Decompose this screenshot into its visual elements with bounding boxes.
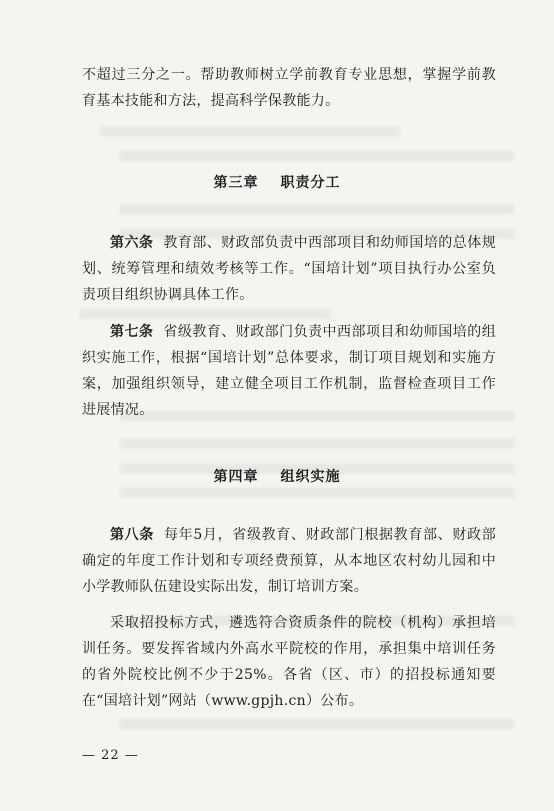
article-8-second-paragraph: 采取招投标方式，遴选符合资质条件的院校（机构）承担培训任务。要发挥省域内外高水平院校的作用，承担集中培训任务的省外院校比例不少于25%。各省（区、市）的招投标通知要在“国培计划”网站（www.gpjh.cn）公布。: [82, 615, 496, 709]
chapter-3-number: 第三章: [213, 175, 259, 191]
chapter-4-heading: [0, 466, 554, 486]
bleed-through-mark: [100, 126, 400, 136]
bleed-through-mark: [120, 488, 514, 498]
bleed-through-mark: [120, 719, 514, 729]
chapter-3-title: 职责分工: [280, 175, 341, 191]
chapter-3-heading: [0, 172, 554, 192]
article-7-number: 第七条: [110, 324, 154, 340]
article-6-text: 教育部、财政部负责中西部项目和幼师国培的总体规划、统筹管理和绩效考核等工作。“国培计划”项目执行办公室负责项目组织协调具体工作。: [82, 235, 496, 303]
bleed-through-mark: [120, 204, 514, 214]
article-6-paragraph: [82, 230, 496, 308]
page-number: — 22 —: [82, 748, 139, 763]
article-8-paragraph: [82, 522, 496, 600]
bleed-through-mark: [80, 309, 330, 319]
bleed-through-mark: [120, 151, 514, 161]
article-7-text: 省级教育、财政部门负责中西部项目和幼师国培的组织实施工作，根据“国培计划”总体要求，制订项目规划和实施方案，加强组织领导，建立健全项目工作机制，监督检查项目工作进展情况。: [82, 324, 496, 418]
bleed-through-mark: [120, 438, 514, 448]
article-6-number: 第六条: [110, 235, 154, 251]
article-8-number: 第八条: [110, 527, 155, 543]
article-8-text: 每年5月，省级教育、财政部门根据教育部、财政部确定的年度工作计划和专项经费预算，从本地区农村幼儿园和中小学教师队伍建设实际出发，制订培训方案。: [82, 527, 496, 595]
article-7-paragraph: [82, 319, 496, 423]
intro-paragraph: 不超过三分之一。帮助教师树立学前教育专业思想，掌握学前教育基本技能和方法，提高科学保教能力。: [82, 67, 496, 109]
chapter-4-number: 第四章: [213, 469, 259, 485]
chapter-4-title: 组织实施: [280, 469, 341, 485]
